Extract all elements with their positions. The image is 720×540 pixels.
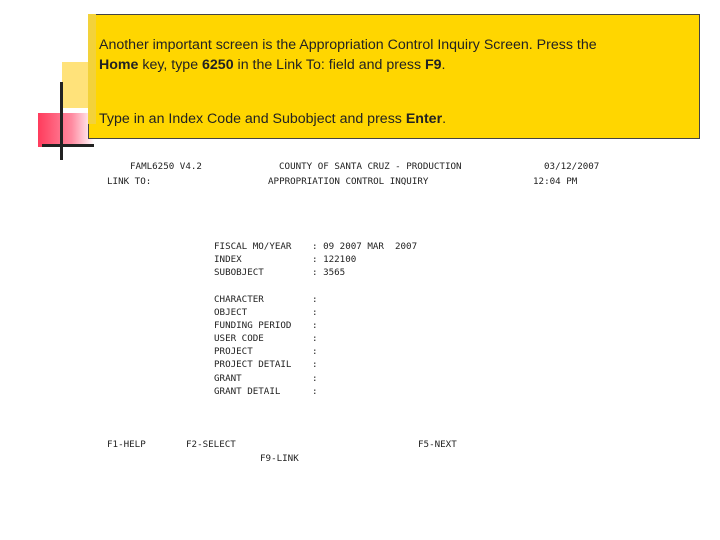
screen-number-label: 6250 [202, 57, 234, 73]
program-id: FAML6250 V4.2 [130, 161, 202, 172]
field-value-character[interactable]: : [312, 294, 318, 305]
instruction-text: . [441, 57, 446, 73]
instruction-text: key, type [138, 57, 203, 73]
f1-help-key[interactable]: F1-HELP [107, 439, 146, 450]
field-value-fiscal-mo-year[interactable]: : 09 2007 MAR 2007 [312, 241, 418, 252]
field-value-object[interactable]: : [312, 307, 318, 318]
screen-title: APPROPRIATION CONTROL INQUIRY [268, 176, 429, 187]
instruction-text: . [442, 111, 447, 127]
instruction-callout [88, 14, 700, 139]
instruction-line-3: Type in an Index Code and Subobject and press [99, 111, 406, 127]
field-label-user-code: USER CODE [214, 333, 264, 344]
field-value-subobject[interactable]: : 3565 [312, 267, 346, 278]
screen-date: 03/12/2007 [544, 161, 600, 172]
screen-time: 12:04 PM [533, 176, 578, 187]
field-label-grant-detail: GRANT DETAIL [214, 386, 281, 397]
f9-link-key[interactable]: F9-LINK [260, 453, 299, 464]
home-key-label: Home [99, 57, 139, 73]
decorative-horizontal-line [42, 144, 94, 147]
field-label-index: INDEX [214, 254, 242, 265]
organization-title: COUNTY OF SANTA CRUZ - PRODUCTION [279, 161, 462, 172]
field-value-index[interactable]: : 122100 [312, 254, 357, 265]
instruction-paragraph-1 [99, 35, 689, 75]
field-value-grant-detail[interactable]: : [312, 386, 318, 397]
enter-key-label: Enter [405, 111, 443, 127]
field-label-subobject: SUBOBJECT [214, 267, 264, 278]
field-value-funding-period[interactable]: : [312, 320, 318, 331]
f5-next-key[interactable]: F5-NEXT [418, 439, 457, 450]
decorative-red-block [38, 113, 94, 147]
field-label-object: OBJECT [214, 307, 248, 318]
f9-key-label: F9 [424, 57, 442, 73]
decorative-vertical-line [60, 82, 63, 160]
field-label-project-detail: PROJECT DETAIL [214, 359, 292, 370]
field-value-project[interactable]: : [312, 346, 318, 357]
field-label-project: PROJECT [214, 346, 253, 357]
decorative-yellow-bar [88, 14, 96, 124]
field-label-character: CHARACTER [214, 294, 264, 305]
instruction-text: in the Link To: field and press [233, 57, 425, 73]
field-value-grant[interactable]: : [312, 373, 318, 384]
decorative-yellow-block [62, 62, 88, 108]
field-value-project-detail[interactable]: : [312, 359, 318, 370]
field-label-fiscal-mo-year: FISCAL MO/YEAR [214, 241, 292, 252]
instruction-line-1: Another important screen is the Appropriation Control Inquiry Screen. Press the [99, 37, 597, 53]
f2-select-key[interactable]: F2-SELECT [186, 439, 236, 450]
instruction-paragraph-2 [99, 109, 689, 129]
field-value-user-code[interactable]: : [312, 333, 318, 344]
link-to-label: LINK TO: [107, 176, 152, 187]
field-label-grant: GRANT [214, 373, 242, 384]
field-label-funding-period: FUNDING PERIOD [214, 320, 292, 331]
